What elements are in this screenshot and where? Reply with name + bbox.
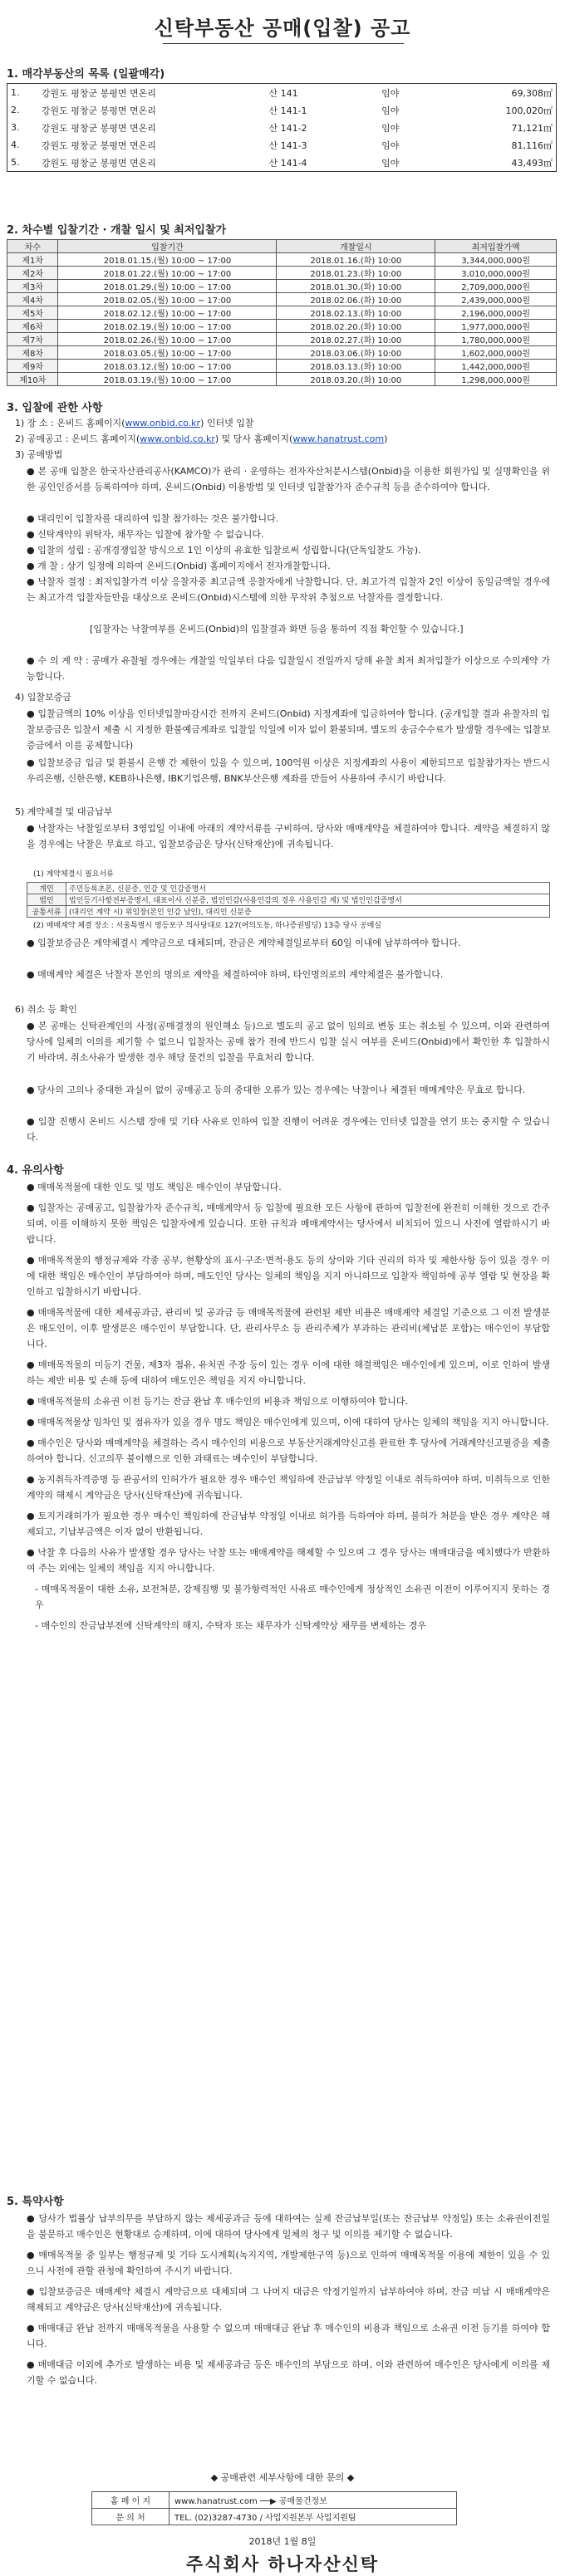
cancel-heading: 6) 취소 등 확인	[15, 1004, 77, 1015]
precaution-item: ● 낙찰 후 다음의 사유가 발생할 경우 당사는 낙찰 또는 매매계약을 해제할 수 있으며 그 경우 당사는 매매대금을 예치했다가 반환하여 주는 외에는 일체의 책임을 지지 아니합니다.	[27, 1547, 550, 1574]
property-row	[7, 119, 557, 136]
precautions-list	[27, 1179, 550, 1638]
onbid-link[interactable]: www.onbid.co.kr	[125, 418, 201, 429]
doc-type: 개인	[27, 883, 66, 894]
schedule-cell: 1,780,000,000원	[435, 333, 557, 346]
doc-items: 법인등기사항전부증명서, 대표이사 신분증, 법인인감(사용인감의 경우 사용인감 계) 및 법인인감증명서	[66, 894, 550, 906]
section-4-heading: 4. 유의사항	[7, 1164, 64, 1177]
precaution-item: ● 매수인은 당사와 매매계약을 체결하는 즉시 매수인의 비용으로 부동산거래계약신고를 완료한 후 당사에 거래계약신고필증을 제출하여야 합니다. 신고의무 불이행으로 인한 과태료는 매수인이 부담합니다.	[27, 1437, 550, 1464]
property-lot: 산 141	[268, 87, 298, 99]
property-row	[7, 136, 557, 154]
property-no: 3.	[11, 122, 20, 133]
property-addr: 강원도 평창군 봉평면 면온리	[41, 122, 156, 134]
method-para-5: ● 개 찰 : 상기 일정에 의하여 온비드(Onbid) 홈페이지에서 전자개찰합니다.	[27, 561, 331, 571]
property-use: 임야	[381, 157, 400, 169]
method-para-3: ● 신탁계약의 위탁자, 채무자는 입찰에 참가할 수 없습니다.	[27, 529, 264, 540]
property-area: 100,020㎡	[505, 105, 553, 116]
precaution-item: ● 매매목적물에 대한 제세공과금, 관리비 및 공과금 등 매매목적물에 관련된 제반 비용은 매매계약 체결일 기준으로 그 이전 발생분은 매도인이, 이후 발생분은 매수인이 부담합니다. 단, 관리사무소 등 관리주체가 부과하는 관리비(체납분 포함)는 매수인이 부담합니다.	[27, 1307, 550, 1349]
inquiry-row	[92, 2492, 457, 2509]
property-no: 4.	[11, 140, 20, 150]
property-use: 임야	[381, 105, 400, 116]
method-para-2: ● 대리인이 입찰자를 대리하여 입찰 참가하는 것은 불가합니다.	[27, 513, 279, 524]
schedule-cell: 2018.03.20.(화) 10:00	[277, 373, 435, 386]
property-lot: 산 141-1	[268, 105, 307, 116]
doc-row	[27, 883, 550, 894]
property-area: 69,308㎡	[511, 87, 553, 99]
cancel-para-3: ● 입찰 진행시 온비드 시스템 장애 및 기타 사유로 인하여 입찰 진행이 어려운 경우에는 인터넷 입찰을 연기 또는 중지할 수 있습니다.	[27, 1116, 550, 1143]
schedule-cell: 2018.02.12.(월) 10:00 ~ 17:00	[58, 306, 277, 320]
notice-line	[15, 431, 387, 447]
schedule-cell: 1,977,000,000원	[435, 320, 557, 333]
schedule-cell: 2018.01.22.(월) 10:00 ~ 17:00	[58, 267, 277, 280]
contract-docs-caption: (1) 계약체결시 필요서류	[33, 870, 114, 879]
inquiry-table	[91, 2491, 457, 2525]
schedule-col-header: 개찰일시	[277, 240, 435, 253]
schedule-cell: 1,602,000,000원	[435, 346, 557, 360]
deposit-heading: 4) 입찰보증금	[15, 692, 71, 703]
property-use: 임야	[381, 87, 400, 99]
schedule-row	[7, 333, 557, 346]
bid-place-line	[15, 415, 254, 431]
cancel-para-1: ● 본 공매는 신탁관계인의 사정(공매결정의 원인해소 등)으로 별도의 공고 없이 임의로 변동 또는 취소될 수 있으며, 이와 관련하여 당사에 일체의 이의를 제기할 수 없으니 입찰자는 공매 참가 전에 반드시 입찰 실시 여부를 온비드(Onbid)에서 확인한 후 입찰하시기 바라며, 취소사유가 발생한 경우 해당 물건의 입찰을 무효처리 합니다.	[27, 1021, 550, 1063]
doc-type: 공통서류	[27, 906, 66, 918]
special-terms-list	[27, 2211, 550, 2393]
hanatrust-link[interactable]: www.hanatrust.com	[292, 433, 385, 444]
schedule-cell: 2018.01.16.(화) 10:00	[277, 253, 435, 267]
schedule-cell: 3,010,000,000원	[435, 267, 557, 280]
schedule-cell: 2018.02.26.(월) 10:00 ~ 17:00	[58, 333, 277, 346]
precaution-item: ● 매매목적물에 대한 인도 및 명도 책임은 매수인이 부담합니다.	[27, 1182, 282, 1193]
precaution-item: - 매매목적물이 대한 소유, 보전처분, 강제집행 및 불가항력적인 사유로 매수인에게 정상적인 소유권 이전이 이루어지지 못하는 경우	[35, 1584, 550, 1610]
doc-row	[27, 894, 550, 906]
contract-para-1: ● 낙찰자는 낙찰일로부터 3영업일 이내에 아래의 계약서류를 구비하여, 당사와 매매계약을 체결하여야 합니다. 계약을 체결하지 않을 경우에는 낙찰은 무효로 하고, 입찰보증금은 당사(신탁재산)에 귀속됩니다.	[27, 823, 550, 850]
property-addr: 강원도 평창군 봉평면 면온리	[41, 157, 156, 169]
property-row	[7, 84, 557, 102]
contract-place-note: (2) 매매계약 체결 장소 : 서울특별시 영등포구 의사당대로 127(여의도동, 하나증권빌딩) 13층 당사 공매실	[33, 922, 381, 930]
schedule-cell: 2018.02.06.(화) 10:00	[277, 293, 435, 306]
property-use: 임야	[381, 140, 400, 151]
schedule-row	[7, 360, 557, 373]
schedule-col-header: 최저입찰가액	[435, 240, 557, 253]
precaution-item: ● 매매목적물의 소유권 이전 등기는 잔금 완납 후 매수인의 비용과 책임으로 이행하여야 합니다.	[27, 1396, 408, 1407]
schedule-cell: 제2차	[7, 267, 58, 280]
schedule-cell: 2018.03.12.(월) 10:00 ~ 17:00	[58, 360, 277, 373]
deposit-para-1: ● 입찰금액의 10% 이상을 인터넷입찰마감시간 전까지 온비드(Onbid) 지정계좌에 입금하여야 합니다. (공개입찰 결과 유찰자의 입찰보증금은 입찰서 제출 시 지정한 환불예금계좌로 입찰일 익일에 이자 없이 환불되며, 별도의 송금수수료가 발생할 경우에는 입찰보증금에서 이를 공제합니다)	[27, 708, 550, 751]
schedule-cell: 제4차	[7, 293, 58, 306]
notice-end: )	[384, 433, 388, 444]
doc-row	[27, 906, 550, 918]
schedule-cell: 2,709,000,000원	[435, 280, 557, 293]
bid-place-label: 1) 장 소 : 온비드 홈페이지(	[15, 418, 125, 429]
special-term-item: ● 매매대금 완납 전까지 매매목적물을 사용할 수 없으며 매매대금 완납 후 매수인의 비용과 책임으로 소유권 이전 등기를 하여야 합니다.	[27, 2323, 550, 2349]
method-para-6-note: [입찰자는 낙찰여부를 온비드(Onbid)의 입찰결과 화면 등을 통하여 직접 확인할 수 있습니다.]	[90, 624, 464, 634]
method-para-4: ● 입찰의 성립 : 공개경쟁입찰 방식으로 1인 이상의 유효한 입찰로써 성립합니다(단독입찰도 가능).	[27, 545, 421, 556]
contract-para-3: ● 매매계약 체결은 낙찰자 본인의 명의로 계약을 체결하여야 하며, 타인명의로의 계약체결은 불가합니다.	[27, 969, 444, 980]
inquiry-value: www.hanatrust.com ──▶ 공매물건정보	[170, 2492, 457, 2509]
schedule-cell: 제8차	[7, 346, 58, 360]
notice-label: 2) 공매공고 : 온비드 홈페이지(	[15, 433, 140, 444]
schedule-cell: 2018.02.19.(월) 10:00 ~ 17:00	[58, 320, 277, 333]
schedule-cell: 2018.01.30.(화) 10:00	[277, 280, 435, 293]
schedule-cell: 2,439,000,000원	[435, 293, 557, 306]
schedule-row	[7, 306, 557, 320]
method-para-6: ● 낙찰자 결정 : 최저입찰가격 이상 응찰자중 최고금액 응찰자에게 낙찰합니다. 단, 최고가격 입찰자 2인 이상이 동일금액일 경우에는 최고가격 입찰자들만을 대상으로 온비드(Onbid)시스템에 의한 무작위 추첨으로 낙찰자를 결정합니다.	[27, 576, 550, 603]
schedule-cell: 2018.03.05.(월) 10:00 ~ 17:00	[58, 346, 277, 360]
property-lot: 산 141-4	[268, 157, 307, 169]
schedule-row	[7, 253, 557, 267]
schedule-cell: 1,442,000,000원	[435, 360, 557, 373]
property-list-table	[7, 83, 557, 172]
method-heading: 3) 공매방법	[15, 449, 63, 460]
contract-para-2: ● 입찰보증금은 계약체결시 계약금으로 대체되며, 잔금은 계약체결일로부터 60일 이내에 납부하여야 합니다.	[27, 938, 461, 948]
inquiry-row	[92, 2509, 457, 2525]
schedule-cell: 제7차	[7, 333, 58, 346]
schedule-cell: 제1차	[7, 253, 58, 267]
deposit-para-2: ● 입찰보증금 입금 및 환불시 은행 간 제한이 있을 수 있으며, 100억원 이상은 지정계좌의 사용이 제한되므로 입찰참가자는 반드시 우리은행, 신한은행, KEB하나은행, IBK기업은행, BNK부산은행 계좌를 만들어 사용하여 주시기 바랍니다.	[27, 757, 550, 784]
schedule-cell: 3,344,000,000원	[435, 253, 557, 267]
section-1-heading: 1. 매각부동산의 목록 (일괄매각)	[7, 68, 165, 81]
precaution-item: ● 입찰자는 공매공고, 입찰참가자 준수규칙, 매매계약서 등 입찰에 필요한 모든 사항에 관하여 입찰전에 완전히 이해한 것으로 간주되며, 이를 이해하지 못한 책임은 입찰자에게 있습니다. 또한 규칙과 매매계약서는 당사에서 비치되어 있으니 사전에 열람하시기 바랍니다.	[27, 1202, 550, 1245]
inquiry-value: TEL. (02)3287-4730 / 사업지원본부 사업지원팀	[170, 2509, 457, 2525]
schedule-cell: 2018.01.15.(월) 10:00 ~ 17:00	[58, 253, 277, 267]
schedule-cell: 2,196,000,000원	[435, 306, 557, 320]
property-addr: 강원도 평창군 봉평면 면온리	[41, 87, 156, 99]
property-row	[7, 154, 557, 172]
property-no: 5.	[11, 157, 20, 168]
schedule-row	[7, 346, 557, 360]
section-2-heading: 2. 차수별 입찰기간 · 개찰 일시 및 최저입찰가	[7, 224, 227, 237]
special-term-item: ● 입찰보증금은 매매계약 체결시 계약금으로 대체되며 그 나머지 대금은 약정기일까지 납부하여야 하며, 잔금 미납 시 매매계약은 해제되고 계약금은 당사(신탁재산)에 귀속됩니다.	[27, 2286, 550, 2313]
inquiry-banner: ◆ 공매관련 세부사항에 대한 문의 ◆	[210, 2472, 355, 2483]
schedule-col-header: 차수	[7, 240, 58, 253]
method-para-7: ● 수 의 계 약 : 공매가 유찰될 경우에는 개찰일 익일부터 다음 입찰일시 전일까지 당해 유찰 최저 최저입찰가 이상으로 수의계약 가능합니다.	[27, 655, 550, 682]
property-lot: 산 141-2	[268, 122, 307, 134]
doc-type: 법인	[27, 894, 66, 906]
notice-date: 2018년 1월 8일	[248, 2536, 317, 2547]
property-lot: 산 141-3	[268, 140, 307, 151]
schedule-cell: 2018.02.27.(화) 10:00	[277, 333, 435, 346]
doc-items: (대리인 계약 시) 위임장(본인 인감 날인), 대리인 신분증	[66, 906, 550, 918]
doc-items: 주민등록초본, 신분증, 인감 및 인감증명서	[66, 883, 550, 894]
property-no: 2.	[11, 105, 20, 115]
inquiry-label: 문 의 처	[92, 2509, 170, 2525]
schedule-row	[7, 267, 557, 280]
special-term-item: ● 매매대금 이외에 추가로 발생하는 비용 및 제세공과금 등은 매수인의 부담으로 하며, 이와 관련하여 매수인은 당사에게 이의를 제기할 수 없습니다.	[27, 2359, 550, 2386]
contract-heading: 5) 계약체결 및 대금납부	[15, 806, 113, 817]
property-use: 임야	[381, 122, 400, 134]
page-title: 신탁부동산 공매(입찰) 공고	[154, 17, 411, 40]
onbid-link-2[interactable]: www.onbid.co.kr	[140, 433, 215, 444]
schedule-cell: 2018.01.29.(월) 10:00 ~ 17:00	[58, 280, 277, 293]
schedule-cell: 2018.02.20.(화) 10:00	[277, 320, 435, 333]
precaution-item: ● 매매목적물의 미등기 건물, 제3자 점유, 유치권 주장 등이 있는 경우 이에 대한 해결책임은 매수인에게 있으며, 이로 인하여 발생하는 제반 비용 및 손해 등에 대하여 매도인은 책임을 지지 아니합니다.	[27, 1359, 550, 1386]
notice-mid: ) 및 당사 홈페이지(	[214, 433, 293, 444]
schedule-cell: 제10차	[7, 373, 58, 386]
precaution-item: ● 매매목적물의 행정규제와 각종 공부, 현황상의 표시·구조·면적·용도 등의 상이와 기타 권리의 하자 및 제한사항 등이 있을 경우 이에 대한 책임은 매수인이 부담하여야 하며, 매도인인 당사는 일체의 책임을 지지 아니하므로 입찰자 책임하에 공부 열람 및 현장을 확인하고 입찰하시기 바랍니다.	[27, 1255, 550, 1297]
bid-place-suffix: ) 인터넷 입찰	[200, 418, 254, 429]
property-area: 71,121㎡	[511, 122, 553, 134]
schedule-cell: 2018.03.06.(화) 10:00	[277, 346, 435, 360]
title-underline	[163, 43, 404, 44]
contract-docs-table	[27, 882, 550, 918]
property-area: 81,116㎡	[511, 140, 553, 151]
precaution-item: ● 토지거래허가가 필요한 경우 매수인 책임하에 잔금납부 약정일 이내로 허가를 득하여야 하며, 불허가 처분을 받은 경우 계약은 해제되고, 기납부금액은 이자 없이 반환됩니다.	[27, 1511, 550, 1537]
schedule-row	[7, 280, 557, 293]
special-term-item: ● 매매목적물 중 일부는 행정규제 및 기타 도시계획(녹지지역, 개발제한구역 등)으로 인하여 매매목적물 이용에 제한이 있을 수 있으니 사전에 관할 관청에 확인하여 주시기 바랍니다.	[27, 2250, 550, 2276]
precaution-item: ● 농지취득자격증명 등 관공서의 인허가가 필요한 경우 매수인 책임하에 잔금납부 약정일 이내로 취득하여야 하며, 미취득으로 인한 계약의 해제시 계약금은 당사(신탁재산)에 귀속됩니다.	[27, 1474, 550, 1501]
property-area: 43,493㎡	[511, 157, 553, 169]
company-name: 주식회사 하나자산신탁	[185, 2554, 380, 2574]
schedule-cell: 2018.02.05.(월) 10:00 ~ 17:00	[58, 293, 277, 306]
schedule-row	[7, 320, 557, 333]
schedule-row	[7, 293, 557, 306]
property-no: 1.	[11, 87, 20, 98]
schedule-cell: 2018.03.13.(화) 10:00	[277, 360, 435, 373]
schedule-cell: 제9차	[7, 360, 58, 373]
special-term-item: ● 당사가 법률상 납부의무를 부담하지 않는 제세공과금 등에 대하여는 실제 잔금납부일(또는 잔금납부 약정일) 또는 소유권이전일을 불문하고 매수인은 현황대로 승계하며, 이에 대하여 당사에게 일체의 청구 및 이의를 제기할 수 없습니다.	[27, 2213, 550, 2240]
schedule-row	[7, 373, 557, 386]
precaution-item: ● 매매목적물상 임차인 및 점유자가 있을 경우 명도 책임은 매수인에게 있으며, 이에 대하여 당사는 일체의 책임을 지지 아니합니다.	[27, 1417, 549, 1428]
inquiry-label: 홈 페 이 지	[92, 2492, 170, 2509]
schedule-cell: 2018.01.23.(화) 10:00	[277, 267, 435, 280]
precaution-item: - 매수인의 잔금납부전에 신탁계약의 해지, 수탁자 또는 채무자가 신탁계약상 채무를 변제하는 경우	[35, 1620, 426, 1631]
property-addr: 강원도 평창군 봉평면 면온리	[41, 140, 156, 151]
property-addr: 강원도 평창군 봉평면 면온리	[41, 105, 156, 116]
schedule-cell: 제6차	[7, 320, 58, 333]
auction-schedule-table	[7, 239, 557, 386]
property-row	[7, 101, 557, 119]
schedule-cell: 제3차	[7, 280, 58, 293]
schedule-cell: 1,298,000,000원	[435, 373, 557, 386]
cancel-para-2: ● 당사의 고의나 중대한 과실이 없이 공매공고 등의 중대한 오류가 있는 경우에는 낙찰이나 체결된 매매계약은 무효로 합니다.	[27, 1085, 526, 1095]
schedule-cell: 2018.03.19.(월) 10:00 ~ 17:00	[58, 373, 277, 386]
section-5-heading: 5. 특약사항	[7, 2196, 64, 2208]
schedule-cell: 제5차	[7, 306, 58, 320]
section-3-heading: 3. 입찰에 관한 사항	[7, 402, 103, 414]
method-para-1: ● 본 공매 입찰은 한국자산관리공사(KAMCO)가 관리 · 운영하는 전자자산처분시스템(Onbid)을 이용한 회원가입 및 실명확인을 위한 공인인증서를 등록하여야 하며, 온비드(Onbid) 이용방법 및 인터넷 입찰참가자 준수규칙 등을 준수하여야 합니다.	[27, 466, 550, 492]
schedule-cell: 2018.02.13.(화) 10:00	[277, 306, 435, 320]
schedule-col-header: 입찰기간	[58, 240, 277, 253]
